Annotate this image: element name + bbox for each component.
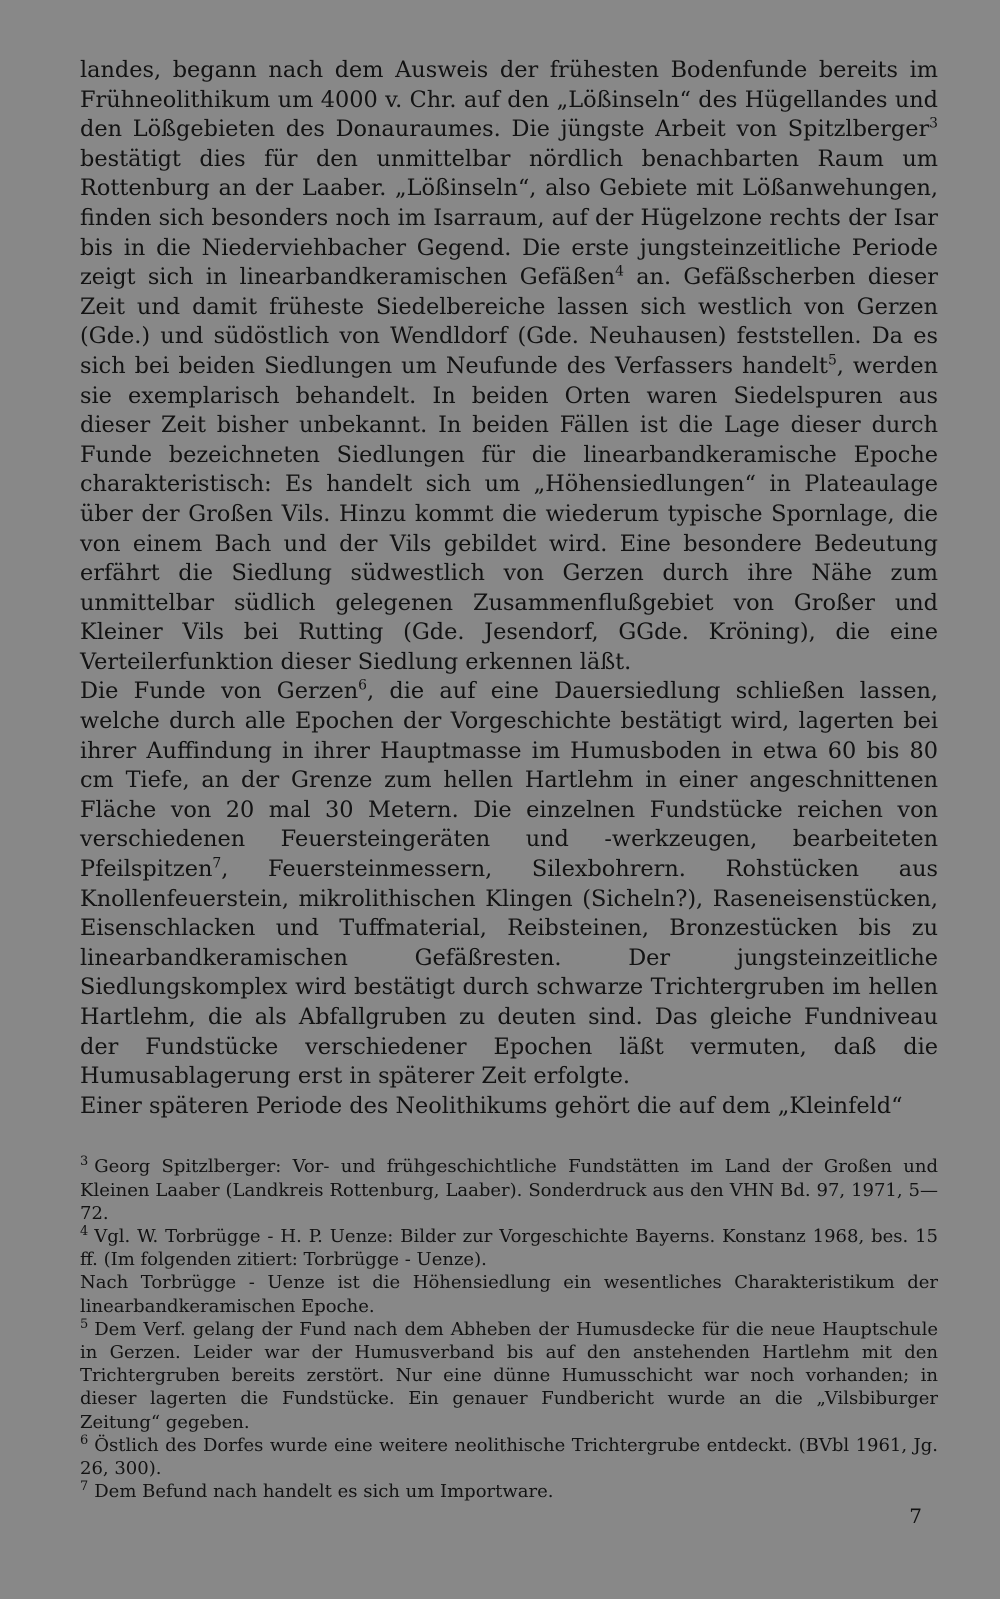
paragraph-2 xyxy=(80,677,938,1091)
paragraph-2-part-b: , die auf eine Dauersiedlung schließen lassen, welche durch alle Epochen der Vorgeschichte bestätigt wird, lagerten bei ihrer Auffindung in ihrer Hauptmasse im Humusboden in etwa 60 bis 80 cm Tiefe, an der Grenze zum hellen Hartlehm in einer angeschnittenen Fläche von 20 mal 30 Metern. Die einzelnen Fundstücke reichen von verschiedenen Feuersteingeräten und -werkzeugen, bearbeiteten Pfeilspitzen xyxy=(80,678,938,883)
footnote-item xyxy=(80,1480,938,1503)
main-text xyxy=(80,56,938,1121)
footnote-item xyxy=(80,1318,938,1434)
footnote-item xyxy=(80,1434,938,1480)
paragraph-1-part-c: an. Gefäßscherben dieser Zeit und damit früheste Siedelbereiche lassen sich westlich von Gerzen (Gde.) und südöstlich von Wendldorf (Gde. Neuhausen) feststellen. Da es sich bei beiden Siedlungen um Neufunde des Verfassers handelt xyxy=(80,264,938,379)
footnote-ref-7: 7 xyxy=(212,855,222,872)
page-content xyxy=(80,56,938,1503)
paragraph-3: Einer späteren Periode des Neolithikums gehört die auf dem „Kleinfeld“ xyxy=(80,1092,903,1119)
paragraph-1-part-b: bestätigt dies für den unmittelbar nördlich benachbarten Raum um Rottenburg an der Laaber. „Lößinseln“, also Gebiete mit Lößanwehungen, finden sich besonders noch im Isarraum, auf der Hügelzone rechts der Isar bis in die Niederviehbacher Gegend. Die erste jungsteinzeitliche Periode zeigt sich in linearbandkeramischen Gefäßen xyxy=(80,145,938,291)
footnote-text: Dem Verf. gelang der Fund nach dem Abheben der Humusdecke für die neue Hauptschule in Gerzen. Leider war der Humusverband bis auf den anstehenden Hartlehm mit den Trichtergruben bereits zerstört. Nur eine dünne Humusschicht war noch vorhanden; in dieser lagerten die Fundstücke. Ein genauer Fundbericht wurde an die „Vilsbiburger Zeitung“ gegeben. xyxy=(80,1318,938,1433)
paragraph-1-part-a: landes, begann nach dem Ausweis der frühesten Bodenfunde bereits im Frühneolithikum um 4000 v. Chr. auf den „Lößinseln“ des Hügellandes und den Lößgebieten des Donauraumes. Die jüngste Arbeit von Spitzlberger xyxy=(80,57,938,143)
footnote-text: Dem Befund nach handelt es sich um Importware. xyxy=(94,1481,554,1503)
footnote-text: Nach Torbrügge - Uenze ist die Höhensiedlung ein wesentliches Charakteristikum der linearbandkeramischen Epoche. xyxy=(80,1272,938,1317)
footnote-text: Östlich des Dorfes wurde eine weitere neolithische Trichtergrube entdeckt. (BVbl 1961, Jg. 26, 300). xyxy=(80,1434,938,1480)
footnote-number: 7 xyxy=(80,1479,89,1495)
paragraph-2-part-a: Die Funde von Gerzen xyxy=(80,678,359,705)
footnote-number: 3 xyxy=(80,1154,89,1170)
footnote-number: 4 xyxy=(80,1223,89,1239)
paragraph-2-part-c: , Feuersteinmessern, Silexbohrern. Rohstücken aus Knollenfeuerstein, mikrolithischen Klingen (Sicheln?), Raseneisenstücken, Eisenschlacken und Tuffmaterial, Reibsteinen, Bronzestücken bis zu linearbandkeramischen Gefäßresten. Der jungsteinzeitliche Siedlungskomplex wird bestätigt durch schwarze Trichtergruben im hellen Hartlehm, die als Abfallgruben zu deuten sind. Das gleiche Fundniveau der Fundstücke verschiedener Epochen läßt vermuten, daß die Humusablagerung erst in späterer Zeit erfolgte. xyxy=(80,856,938,1090)
footnote-item xyxy=(80,1155,938,1225)
footnote-number: 6 xyxy=(80,1432,89,1448)
footnote-ref-5: 5 xyxy=(827,352,837,369)
footnote-item xyxy=(80,1271,938,1317)
footnote-number: 5 xyxy=(80,1316,89,1332)
footnote-text: Vgl. W. Torbrügge - H. P. Uenze: Bilder zur Vorgeschichte Bayerns. Konstanz 1968, bes. 15 ff. (Im folgenden zitiert: Torbrügge - Uenze). xyxy=(80,1225,938,1271)
footnote-text: Georg Spitzlberger: Vor- und frühgeschichtliche Fundstätten im Land der Großen und Kleinen Laaber (Landkreis Rottenburg, Laaber). Sonderdruck aus den VHN Bd. 97, 1971, 5—72. xyxy=(80,1156,938,1224)
footnotes xyxy=(80,1155,938,1503)
paragraph-1 xyxy=(80,56,938,677)
footnote-ref-3: 3 xyxy=(929,115,938,132)
paragraph-1-part-d: , werden sie exemplarisch behandelt. In beiden Orten waren Siedelspuren aus dieser Zeit bisher unbekannt. In beiden Fällen ist die Lage dieser durch Funde bezeichneten Siedlungen für die linearbandkeramische Epoche charakteristisch: Es handelt sich um „Höhensiedlungen“ in Plateaulage über der Großen Vils. Hinzu kommt die wiederum typische Spornlage, die von einem Bach und der Vils gebildet wird. Eine besondere Bedeutung erfährt die Siedlung südwestlich von Gerzen durch ihre Nähe zum unmittelbar südlich gelegenen Zusammenflußgebiet von Großer und Kleiner Vils bei Rutting (Gde. Jesendorf, GGde. Kröning), die eine Verteilerfunktion dieser Siedlung erkennen läßt. xyxy=(80,352,939,675)
footnote-ref-4: 4 xyxy=(615,263,624,280)
footnote-ref-6: 6 xyxy=(358,678,367,694)
footnote-item xyxy=(80,1225,938,1271)
page-number: 7 xyxy=(909,1504,922,1528)
